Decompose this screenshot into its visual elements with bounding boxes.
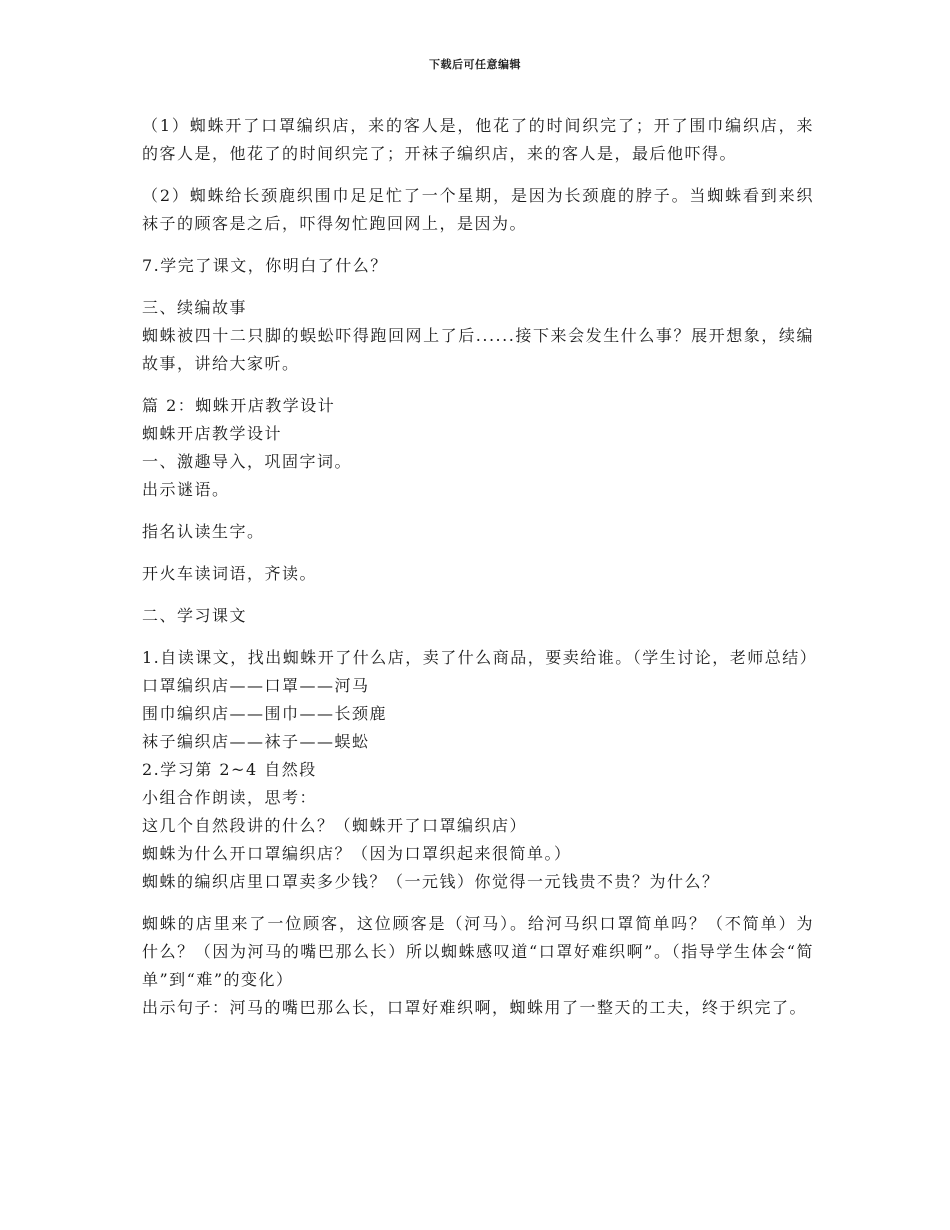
list-item-scarf-shop: 围巾编织店——围巾——长颈鹿 xyxy=(142,704,388,723)
section-heading-continue-story: 三、续编故事 xyxy=(142,298,248,317)
paragraph-continue-story: 蜘蛛被四十二只脚的蜈蚣吓得跑回网上了后......接下来会发生什么事？展开想象，续编故事，讲给大家听。 xyxy=(142,326,814,373)
paragraph-group-reading: 小组合作朗读，思考： xyxy=(142,788,318,807)
paragraph-hippo-customer: 蜘蛛的店里来了一位顾客，这位顾客是（河马）。给河马织口罩简单吗？（不简单）为什么？（因为河马的嘴巴那么长）所以蜘蛛感叹道“口罩好难织啊”。（指导学生体会“简单”到“难”的变化） xyxy=(142,914,814,989)
paragraph-question-1: （1）蜘蛛开了口罩编织店，来的客人是，他花了的时间织完了；开了围巾编织店，来的客人是，他花了的时间织完了；开袜子编织店，来的客人是，最后他吓得。 xyxy=(142,116,814,163)
paragraph-question-7: 7.学完了课文，你明白了什么？ xyxy=(142,256,388,275)
section-heading-intro: 一、激趣导入，巩固字词。 xyxy=(142,452,353,471)
article-subtitle: 蜘蛛开店教学设计 xyxy=(142,424,283,443)
paragraph-question-why: 蜘蛛为什么开口罩编织店？（因为口罩织起来很简单。） xyxy=(142,844,572,863)
paragraph-riddle: 出示谜语。 xyxy=(142,480,230,499)
document-body xyxy=(142,112,818,1022)
paragraph-question-what: 这几个自然段讲的什么？（蜘蛛开了口罩编织店） xyxy=(142,816,528,835)
section-heading-study-text: 二、学习课文 xyxy=(142,606,248,625)
paragraph-read-characters: 指名认读生字。 xyxy=(142,522,265,541)
list-item-sock-shop: 袜子编织店——袜子——蜈蚣 xyxy=(142,732,370,751)
paragraph-question-2: （2）蜘蛛给长颈鹿织围巾足足忙了一个星期，是因为长颈鹿的脖子。当蜘蛛看到来织袜子的顾客是之后，吓得匆忙跑回网上，是因为。 xyxy=(142,186,814,233)
paragraph-self-reading: 1.自读课文，找出蜘蛛开了什么店，卖了什么商品，要卖给谁。（学生讨论，老师总结） xyxy=(142,648,818,667)
paragraph-show-sentence: 出示句子：河马的嘴巴那么长，口罩好难织啊，蜘蛛用了一整天的工夫，终于织完了。 xyxy=(142,998,808,1017)
paragraph-study-sections: 2.学习第 2~4 自然段 xyxy=(142,760,317,779)
paragraph-read-words: 开火车读词语，齐读。 xyxy=(142,564,318,583)
article-title: 篇 2：蜘蛛开店教学设计 xyxy=(142,396,336,415)
page-header: 下载后可任意编辑 xyxy=(429,58,521,71)
paragraph-question-price: 蜘蛛的编织店里口罩卖多少钱？（一元钱）你觉得一元钱贵不贵？为什么？ xyxy=(142,872,720,891)
list-item-mask-shop: 口罩编织店——口罩——河马 xyxy=(142,676,370,695)
